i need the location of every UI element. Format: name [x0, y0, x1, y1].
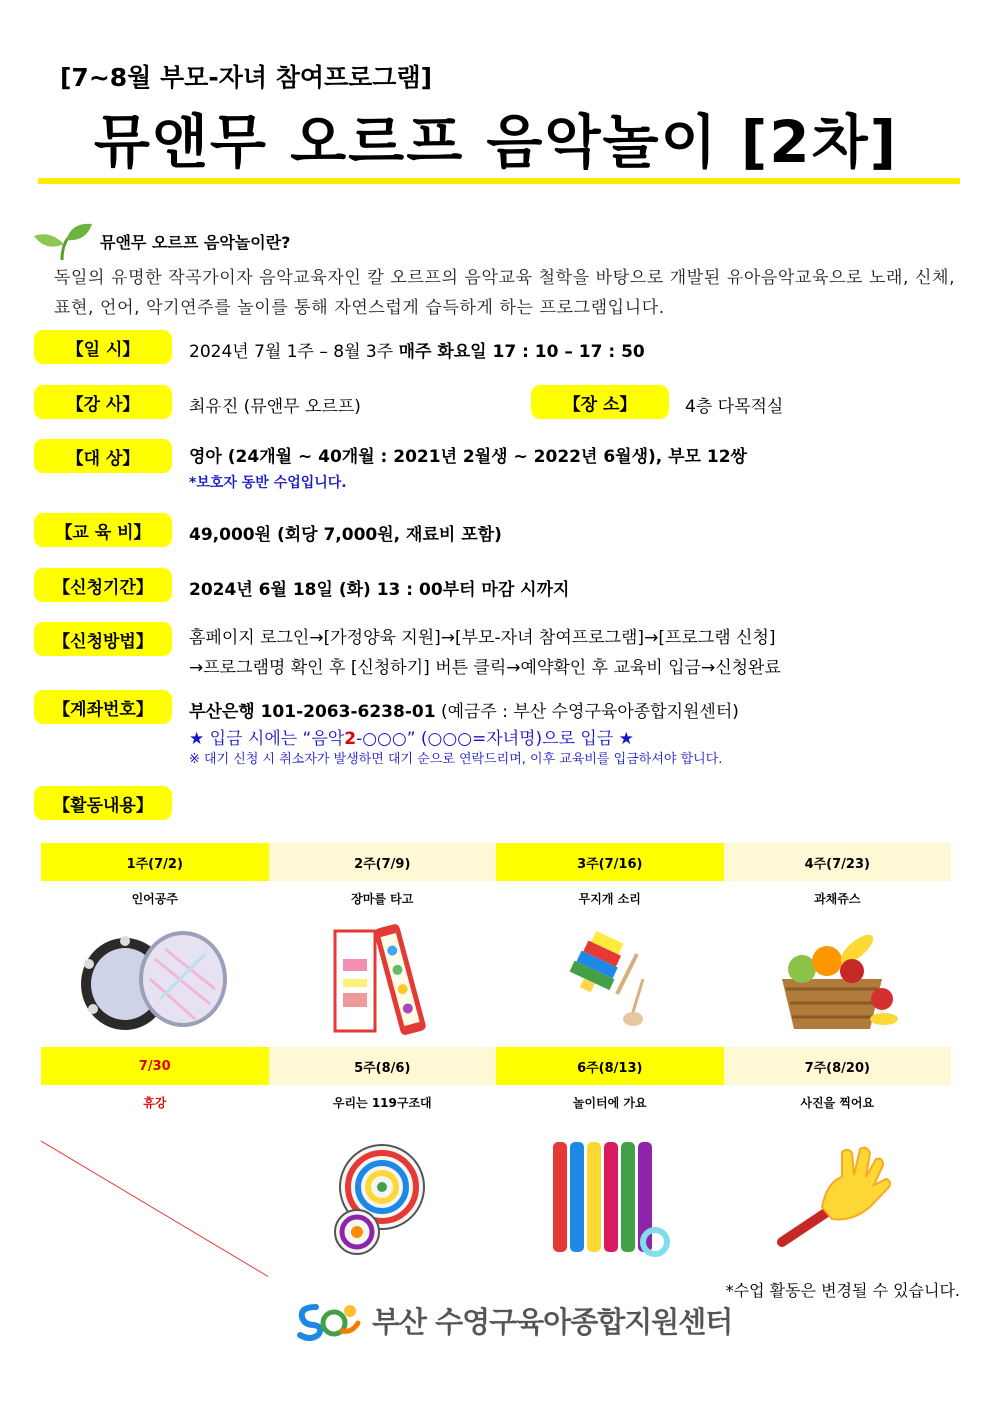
schedule-label: 【일 시】: [34, 330, 172, 364]
cancelled-slash: [41, 1119, 268, 1279]
footer-org-name: 부산 수영구육아종합지원센터: [372, 1305, 733, 1339]
fruit-basket-icon: [772, 919, 902, 1039]
fee-text: 49,000원 (회당 7,000원, 재료비 포함): [189, 525, 502, 545]
bank-account: 부산은행 101-2063-6238-01: [189, 702, 436, 722]
hand-clapper-icon: [772, 1137, 902, 1257]
activity-label: 【활동내용】: [34, 786, 172, 820]
activity-name: 놀이터에 가요: [572, 1095, 647, 1110]
intro-heading: 뮤앤무 오르프 음악놀이란?: [100, 233, 291, 252]
week-cell: 3주(7/16): [496, 843, 724, 881]
account-text: [189, 697, 739, 722]
sprout-icon: [32, 220, 94, 262]
week-cell: 2주(7/9): [269, 843, 497, 881]
center-logo-icon: [296, 1301, 362, 1341]
week-cell: 6주(8/13): [496, 1047, 724, 1085]
page-title: 뮤앤무 오르프 음악놀이 [2차]: [93, 108, 899, 176]
rainbow-bell-shaker-icon: [555, 924, 665, 1034]
method-label: 【신청방법】: [34, 622, 172, 656]
place-text: 4층 다목적실: [685, 397, 784, 417]
target-note: *보호자 동반 수업입니다.: [189, 475, 347, 491]
target-label: 【대 상】: [34, 439, 172, 473]
target-text: 영아 (24개월 ~ 40개월 : 2021년 2월생 ~ 2022년 6월생), 부모 12쌍: [189, 447, 747, 467]
schedule-text: [189, 337, 645, 362]
activity-name: 과채쥬스: [814, 891, 861, 906]
schedule-dates: 2024년 7월 1주 – 8월 3주: [189, 342, 399, 362]
week-cell: 4주(7/23): [724, 843, 952, 881]
activity-name: 무지개 소리: [578, 891, 641, 906]
deposit-post: -○○○” (○○○=자녀명)으로 입금 ★: [356, 729, 634, 749]
deposit-number: 2: [344, 729, 357, 749]
activity-name: 사진을 찍어요: [800, 1095, 875, 1110]
deposit-pre: ★ 입금 시에는 “음악: [189, 729, 345, 749]
activity-name: 인어공주: [131, 891, 178, 906]
schedule-time: 매주 화요일 17 : 10 – 17 : 50: [398, 342, 645, 362]
period-label: 【신청기간】: [34, 568, 172, 602]
footnote: *수업 활동은 변경될 수 있습니다.: [725, 1281, 960, 1300]
fee-label: 【교 육 비】: [34, 513, 172, 547]
teacher-label: 【강 사】: [34, 385, 172, 419]
method-line1: 홈페이지 로그인→[가정양육 지원]→[부모-자녀 참여프로그램]→[프로그램 신청]: [189, 628, 776, 648]
footer: [296, 1300, 732, 1341]
account-holder: (예금주 : 부산 수영구육아종합지원센터): [435, 702, 739, 722]
intro-body: 독일의 유명한 작곡가이자 음악교육자인 칼 오르프의 음악교육 철학을 바탕으로 개발된 유아음악교육으로 노래, 신체, 표현, 언어, 악기연주를 놀이를 통해 자연스럽게 습득하게 하는 프로그램입니다.: [54, 268, 956, 318]
method-line2: →프로그램명 확인 후 [신청하기] 버튼 클릭→예약확인 후 교육비 입금→신청완료: [189, 658, 781, 678]
activity-name: 장마를 타고: [351, 891, 414, 906]
title-underline: [38, 178, 960, 184]
activity-schedule-table: [41, 843, 951, 1279]
activity-name: 휴강: [143, 1095, 167, 1110]
week-cell: 7주(8/20): [724, 1047, 952, 1085]
week-cell: 7/30: [41, 1047, 269, 1085]
tambourine-drum-icon: [75, 919, 235, 1039]
teacher-text: 최유진 (뮤앤무 오르프): [189, 397, 361, 417]
rain-stick-icon: [327, 919, 437, 1039]
account-label: 【계좌번호】: [34, 690, 172, 724]
deposit-instruction: [189, 724, 634, 749]
waitlist-note: ※ 대기 신청 시 취소자가 발생하면 대기 순으로 연락드리며, 이후 교육비를 입금하셔야 합니다.: [189, 752, 723, 767]
week-cell: 1주(7/2): [41, 843, 269, 881]
spiral-tambourine-icon: [317, 1132, 447, 1262]
week-cell: 5주(8/6): [269, 1047, 497, 1085]
cancelled-cell: [41, 1119, 269, 1279]
program-subtitle: [7~8월 부모-자녀 참여프로그램]: [60, 63, 433, 92]
activity-name: 우리는 119구조대: [332, 1095, 432, 1110]
pop-tubes-icon: [545, 1132, 675, 1262]
place-label: 【장 소】: [531, 385, 669, 419]
period-text: 2024년 6월 18일 (화) 13 : 00부터 마감 시까지: [189, 580, 570, 600]
